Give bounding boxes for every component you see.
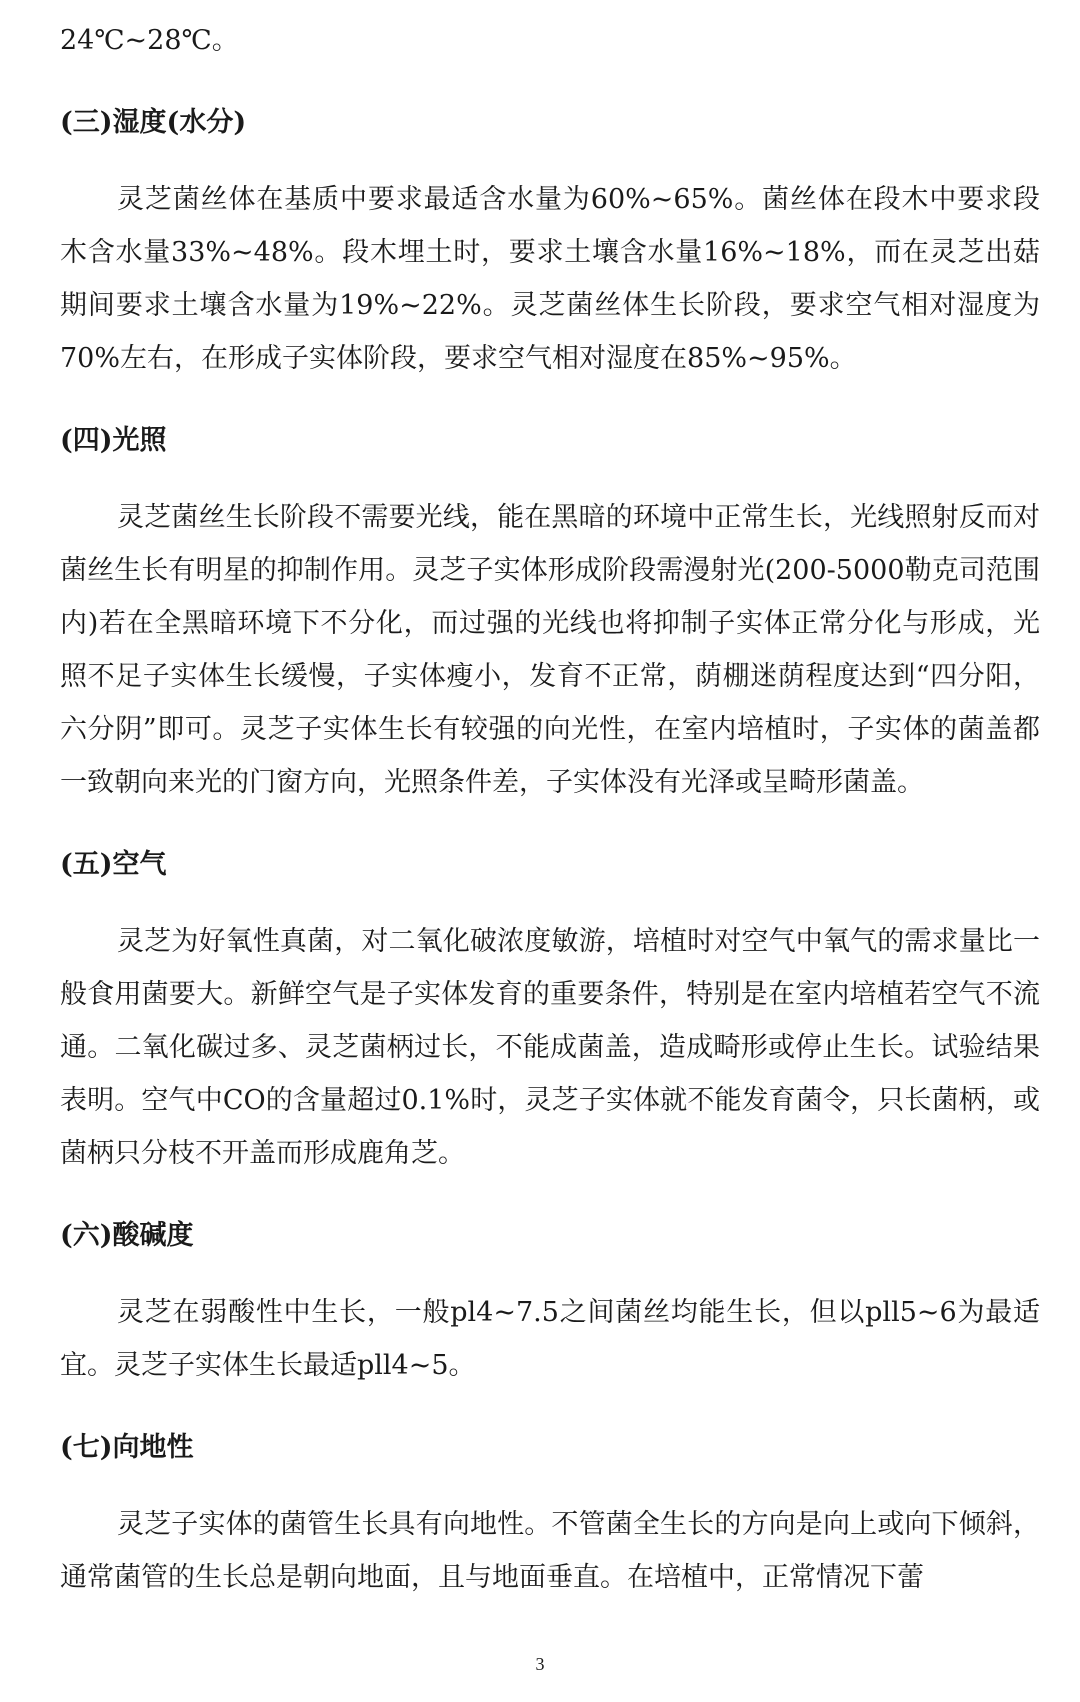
spacer [60,67,1040,103]
section-heading-light: (四)光照 [60,425,167,456]
spacer [60,143,1040,173]
intro-line: 24℃~28℃。 [60,25,239,56]
section-heading-ph: (六)酸碱度 [60,1220,194,1251]
spacer [60,385,1040,421]
section-body-humidity: 灵芝菌丝体在基质中要求最适含水量为60%~65%。菌丝体在段木中要求段木含水量33%~48%。段木埋土时，要求土壤含水量16%~18%，而在灵芝出菇期间要求土壤含水量为19%~22%。灵芝菌丝体生长阶段，要求空气相对湿度为70%左右，在形成子实体阶段，要求空气相对湿度在85%~95%。 [60,184,1040,374]
spacer [60,1180,1040,1216]
spacer [60,885,1040,915]
section-body-geotropism: 灵芝子实体的菌管生长具有向地性。不管菌全生长的方向是向上或向下倾斜，通常菌管的生长总是朝向地面，且与地面垂直。在培植中，正常情况下蕾 [60,1509,1040,1593]
section-heading-humidity: (三)湿度(水分) [60,107,247,138]
spacer [60,461,1040,491]
spacer [60,1256,1040,1286]
section-heading-air: (五)空气 [60,849,167,880]
spacer [60,1468,1040,1498]
section-body-ph: 灵芝在弱酸性中生长，一般pl4~7.5之间菌丝均能生长，但以pll5~6为最适宜。灵芝子实体生长最适pll4~5。 [60,1297,1040,1381]
page-number: 3 [535,1654,545,1674]
section-heading-geotropism: (七)向地性 [60,1432,194,1463]
section-body-air: 灵芝为好氧性真菌，对二氧化破浓度敏游，培植时对空气中氧气的需求量比一般食用菌要大。新鲜空气是子实体发育的重要条件，特别是在室内培植若空气不流通。二氧化碳过多、灵芝菌柄过长，不能成菌盖，造成畸形或停止生长。试验结果表明。空气中CO的含量超过0.1%时，灵芝子实体就不能发育菌令，只长菌柄，或菌柄只分枝不开盖而形成鹿角芝。 [60,926,1040,1169]
spacer [60,809,1040,845]
spacer [60,1392,1040,1428]
section-body-light: 灵芝菌丝生长阶段不需要光线，能在黑暗的环境中正常生长，光线照射反而对菌丝生长有明星的抑制作用。灵芝子实体形成阶段需漫射光(200-5000勒克司范围内)若在全黑暗环境下不分化，而过强的光线也将抑制子实体正常分化与形成，光照不足子实体生长缓慢，子实体瘦小，发育不正常，荫棚迷荫程度达到“四分阳，六分阴”即可。灵芝子实体生长有较强的向光性，在室内培植时，子实体的菌盖都一致朝向来光的门窗方向，光照条件差，子实体没有光泽或呈畸形菌盖。 [60,502,1040,798]
document-page [60,14,1040,1604]
